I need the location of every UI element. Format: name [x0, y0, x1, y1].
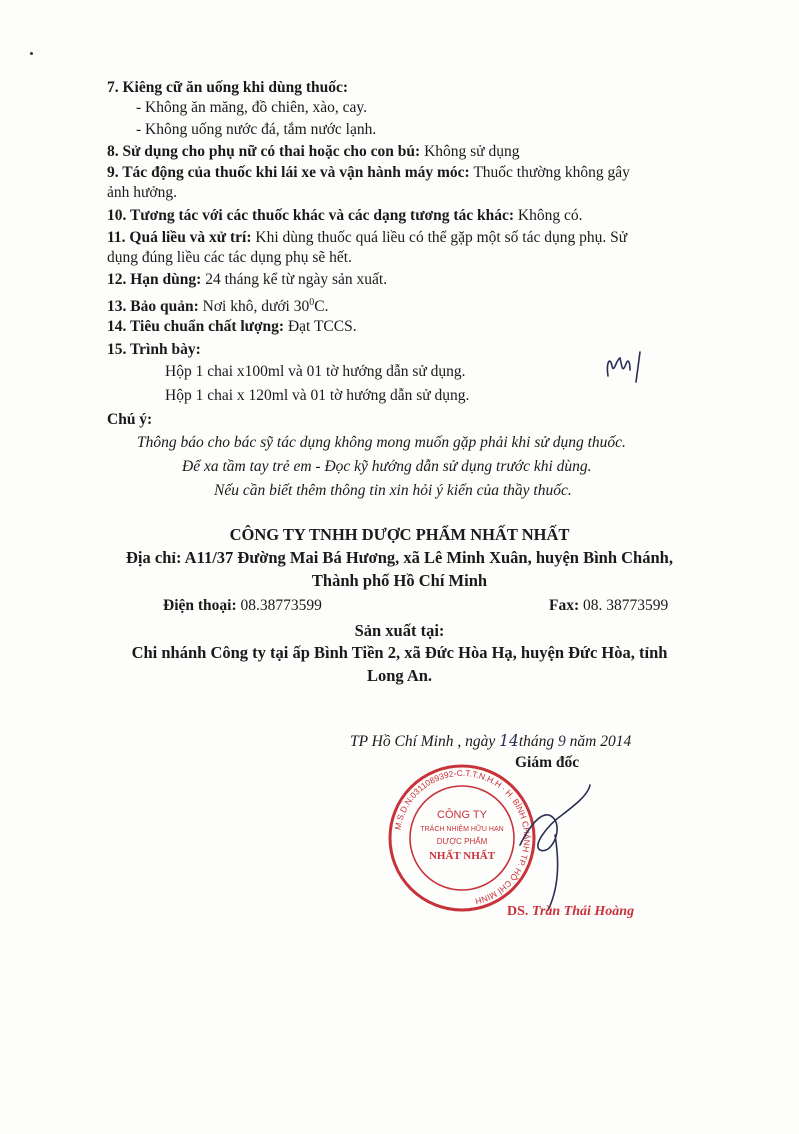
date-day: 14 [499, 732, 519, 750]
section-9-continuation: ảnh hưởng. [107, 184, 177, 201]
section-9-label: 9. Tác động của thuốc khi lái xe và vận hành máy móc: [107, 164, 470, 181]
company-name: CÔNG TY TNHH DƯỢC PHẨM NHẤT NHẤT [229, 525, 570, 544]
section-11-label: 11. Quá liều và xử trí: [107, 229, 252, 246]
date-prefix: TP Hồ Chí Minh , ngày [350, 733, 500, 750]
section-14-label: 14. Tiêu chuẩn chất lượng: [107, 318, 285, 335]
section-15-item-1: Hộp 1 chai x100ml và 01 tờ hướng dẫn sử dụng. [165, 363, 466, 380]
signer-fullname: Trần Thái Hoàng [528, 904, 635, 919]
scan-speck [30, 52, 33, 55]
section-9-value: Thuốc thường không gây [469, 164, 630, 181]
company-phone [163, 596, 322, 616]
section-12-value: 24 tháng kể từ ngày sản xuất. [201, 271, 388, 288]
section-13-label: 13. Bảo quản: [107, 298, 199, 316]
section-10-value: Không có. [514, 207, 583, 224]
section-7-item-2: - Không uống nước đá, tắm nước lạnh. [136, 121, 377, 138]
stamp-line-2: TRÁCH NHIỆM HỮU HẠN [420, 826, 504, 833]
note-line-1: Thông báo cho bác sỹ tác dụng không mong muốn gặp phải khi sử dụng thuốc. [137, 434, 626, 451]
date-month: 9 [558, 733, 566, 750]
note-title: Chú ý: [107, 411, 153, 428]
company-fax [549, 596, 668, 616]
section-7-title: 7. Kiêng cữ ăn uống khi dùng thuốc: [107, 79, 349, 96]
produced-address-1: Chi nhánh Công ty tại ấp Bình Tiền 2, xã Đức Hòa Hạ, huyện Đức Hòa, tỉnh [131, 643, 668, 662]
section-7-item-1: - Không ăn măng, đồ chiên, xào, cay. [136, 99, 367, 116]
stamp-line-1: CÔNG TY [437, 809, 487, 821]
section-15-item-2: Hộp 1 chai x 120ml và 01 tờ hướng dẫn sử dụng. [165, 387, 470, 404]
section-10 [107, 206, 582, 226]
section-11-value: Khi dùng thuốc quá liều có thể gặp một số tác dụng phụ. Sử [251, 229, 628, 246]
signing-date [350, 731, 631, 752]
note-line-3: Nếu cần biết thêm thông tin xin hỏi ý kiến của thầy thuốc. [214, 482, 572, 499]
date-month-word: tháng [518, 733, 559, 750]
stamp-line-4: NHẤT NHẤT [428, 850, 496, 862]
fax-label: Fax: [549, 597, 580, 614]
section-8 [107, 142, 519, 162]
date-year: năm 2014 [565, 733, 632, 750]
signer-title: Giám đốc [515, 754, 580, 771]
phone-value: 08.38773599 [236, 597, 322, 614]
section-12-label: 12. Hạn dùng: [107, 271, 202, 288]
section-14 [107, 317, 357, 337]
section-14-value: Đạt TCCS. [284, 318, 357, 335]
section-8-label: 8. Sử dụng cho phụ nữ có thai hoặc cho con bú: [107, 143, 421, 160]
signature-scrawl [500, 775, 610, 915]
signer-prefix: DS. [507, 904, 529, 919]
produced-address-2: Long An. [366, 666, 433, 685]
section-13-degree: 0 [309, 297, 315, 308]
produced-label: Sản xuất tại: [354, 621, 445, 640]
handwritten-initials [600, 340, 660, 390]
section-15-label: 15. Trình bày: [107, 341, 201, 358]
section-9 [107, 163, 630, 183]
section-10-label: 10. Tương tác với các thuốc khác và các dạng tương tác khác: [107, 207, 515, 224]
company-address-1: Địa chỉ: A11/37 Đường Mai Bá Hương, xã Lê Minh Xuân, huyện Bình Chánh, [126, 548, 673, 567]
section-13-value: Nơi khô, dưới 30 [198, 298, 310, 316]
phone-label: Điện thoại: [163, 597, 237, 614]
section-11 [107, 228, 627, 248]
section-13 [107, 293, 328, 317]
stamp-ring-text: M.S.D.N:0311089392-C.T.T.N.H.H · H. BÌNH CHÁNH TP. HỒ CHÍ MINH [392, 767, 533, 907]
fax-value: 08. 38773599 [579, 597, 669, 614]
section-13-unit: C. [314, 298, 329, 316]
section-12 [107, 270, 387, 290]
signer-name [507, 901, 634, 922]
note-line-2: Để xa tầm tay trẻ em - Đọc kỹ hướng dẫn sử dụng trước khi dùng. [182, 458, 592, 475]
section-8-value: Không sử dụng [420, 143, 520, 160]
company-address-2: Thành phố Hồ Chí Minh [311, 571, 488, 590]
section-11-continuation: dụng đúng liều các tác dụng phụ sẽ hết. [107, 249, 352, 266]
stamp-line-3: DƯỢC PHẨM [436, 837, 488, 846]
